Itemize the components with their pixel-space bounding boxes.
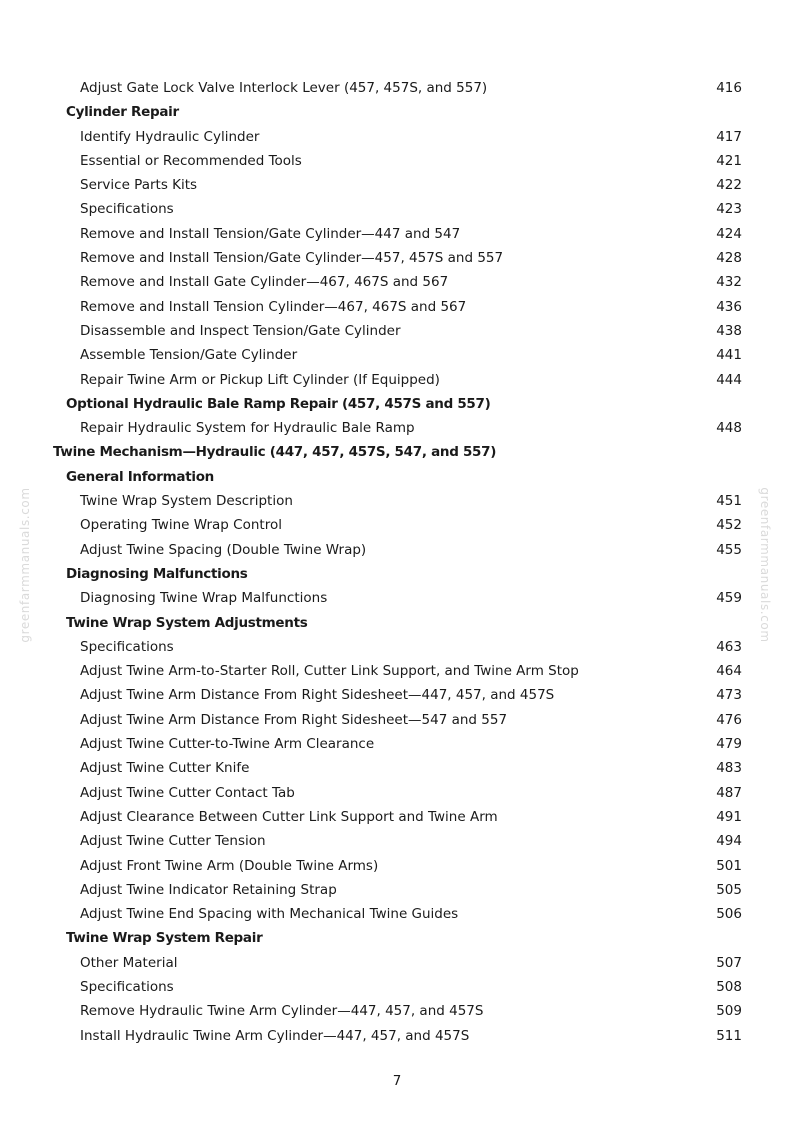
toc-entry-title: Other Material (80, 954, 178, 971)
toc-entry-title: Twine Wrap System Repair (66, 930, 263, 947)
toc-entry-title: Remove and Install Tension/Gate Cylinder—457, 457S and 557 (80, 250, 504, 267)
toc-entry-title: Repair Twine Arm or Pickup Lift Cylinder (If Equipped) (80, 371, 440, 388)
watermark-left: greenfarmmanuals.com (18, 487, 32, 643)
toc-entry[interactable] (0, 270, 794, 294)
toc-section-heading[interactable] (0, 611, 794, 635)
toc-entry[interactable] (0, 829, 794, 853)
toc-entry-title: Adjust Twine Indicator Retaining Strap (80, 881, 337, 898)
toc-entry-title: General Information (66, 468, 214, 485)
toc-section-heading[interactable] (0, 926, 794, 950)
toc-entry-page: 476 (716, 711, 742, 728)
toc-entry-title: Twine Mechanism—Hydraulic (447, 457, 457S, 547, and 557) (53, 444, 497, 461)
toc-entry-title: Adjust Gate Lock Valve Interlock Lever (457, 457S, and 557) (80, 80, 488, 96)
toc-entry[interactable] (0, 489, 794, 513)
toc-entry-title: Adjust Twine Cutter Knife (80, 760, 250, 777)
toc-entry-title: Remove and Install Tension Cylinder—467, 467S and 567 (80, 298, 467, 315)
toc-entry-title: Adjust Twine Arm-to-Starter Roll, Cutter Link Support, and Twine Arm Stop (80, 663, 579, 680)
toc-entry[interactable] (0, 513, 794, 537)
toc-entry-page: 432 (716, 274, 742, 291)
toc-entry-title: Adjust Twine Cutter Contact Tab (80, 784, 295, 801)
toc-entry-page: 417 (716, 128, 742, 145)
toc-entry[interactable] (0, 999, 794, 1023)
toc-entry-title: Essential or Recommended Tools (80, 152, 302, 169)
toc-entry-page: 422 (716, 177, 742, 194)
toc-chapter-heading[interactable] (0, 440, 794, 464)
toc-entry-title: Diagnosing Twine Wrap Malfunctions (80, 590, 328, 607)
toc-entry-page: 452 (716, 517, 742, 534)
toc-entry[interactable] (0, 878, 794, 902)
toc-entry-page: 494 (716, 833, 742, 850)
toc-entry[interactable] (0, 708, 794, 732)
toc-entry[interactable] (0, 781, 794, 805)
toc-entry-title: Adjust Twine End Spacing with Mechanical Twine Guides (80, 906, 459, 923)
toc-entry-title: Install Hydraulic Twine Arm Cylinder—447, 457, and 457S (80, 1027, 470, 1044)
toc-entry-page: 428 (716, 250, 742, 267)
toc-entry[interactable] (0, 173, 794, 197)
toc-entry[interactable] (0, 538, 794, 562)
toc-entry-page: 438 (716, 322, 742, 339)
toc-entry[interactable] (0, 319, 794, 343)
toc-entry[interactable] (0, 805, 794, 829)
page-number: 7 (392, 1073, 402, 1089)
toc-entry[interactable] (0, 732, 794, 756)
toc-entry-page: 491 (716, 808, 742, 825)
toc-entry[interactable] (0, 756, 794, 780)
toc-entry-title: Specifications (80, 201, 174, 218)
toc-section-heading[interactable] (0, 392, 794, 416)
toc-entry-title: Adjust Twine Spacing (Double Twine Wrap) (80, 541, 367, 558)
toc-entry-title: Adjust Twine Arm Distance From Right Sidesheet—547 and 557 (80, 711, 508, 728)
toc-entry[interactable] (0, 416, 794, 440)
toc-entry-title: Cylinder Repair (66, 104, 179, 121)
toc-entry-page: 487 (716, 784, 742, 801)
toc-entry-page: 436 (716, 298, 742, 315)
toc-entry[interactable] (0, 222, 794, 246)
toc-entry-page: 473 (716, 687, 742, 704)
toc-entry-title: Repair Hydraulic System for Hydraulic Bale Ramp (80, 420, 415, 437)
toc-entry-title: Adjust Front Twine Arm (Double Twine Arms) (80, 857, 379, 874)
toc-entry-page: 424 (716, 225, 742, 242)
toc-entry[interactable] (0, 1024, 794, 1048)
toc-entry[interactable] (0, 975, 794, 999)
toc-section-heading[interactable] (0, 100, 794, 124)
toc-entry-title: Adjust Clearance Between Cutter Link Support and Twine Arm (80, 808, 498, 825)
toc-entry-page: 479 (716, 736, 742, 753)
toc-entry-title: Specifications (80, 638, 174, 655)
toc-entry[interactable] (0, 586, 794, 610)
toc-entry[interactable] (0, 902, 794, 926)
toc-entry-page: 506 (716, 906, 742, 923)
toc-entry-title: Remove and Install Gate Cylinder—467, 467S and 567 (80, 274, 449, 291)
toc-entry-page: 507 (716, 954, 742, 971)
toc-entry[interactable] (0, 659, 794, 683)
toc-entry-page: 509 (716, 1003, 742, 1020)
toc-entry-page: 455 (716, 541, 742, 558)
toc-entry-title: Optional Hydraulic Bale Ramp Repair (457, 457S and 557) (66, 395, 491, 412)
toc-entry-title: Diagnosing Malfunctions (66, 565, 248, 582)
toc-entry[interactable] (0, 246, 794, 270)
toc-entry-title: Service Parts Kits (80, 177, 198, 194)
toc-entry-page: 448 (716, 420, 742, 437)
toc-entry-page: 421 (716, 152, 742, 169)
toc-entry-page: 423 (716, 201, 742, 218)
toc-entry-page: 451 (716, 493, 742, 510)
toc-entry[interactable] (0, 149, 794, 173)
toc-entry-title: Adjust Twine Cutter-to-Twine Arm Clearance (80, 736, 375, 753)
toc-entry[interactable] (0, 76, 794, 100)
toc-entry[interactable] (0, 854, 794, 878)
toc-entry-page: 441 (716, 347, 742, 364)
table-of-contents (0, 76, 794, 1048)
toc-section-heading[interactable] (0, 562, 794, 586)
toc-entry[interactable] (0, 343, 794, 367)
toc-entry[interactable] (0, 197, 794, 221)
toc-entry-page: 464 (716, 663, 742, 680)
toc-entry[interactable] (0, 368, 794, 392)
toc-entry-page: 459 (716, 590, 742, 607)
toc-entry-page: 444 (716, 371, 742, 388)
toc-entry-title: Identify Hydraulic Cylinder (80, 128, 260, 145)
toc-entry[interactable] (0, 635, 794, 659)
toc-section-heading[interactable] (0, 465, 794, 489)
toc-entry-title: Adjust Twine Cutter Tension (80, 833, 266, 850)
toc-entry-page: 483 (716, 760, 742, 777)
watermark-right: greenfarmmanuals.com (758, 487, 772, 643)
toc-entry-title: Remove and Install Tension/Gate Cylinder—447 and 547 (80, 225, 461, 242)
toc-entry-page: 505 (716, 881, 742, 898)
toc-entry-title: Adjust Twine Arm Distance From Right Sidesheet—447, 457, and 457S (80, 687, 555, 704)
toc-entry-page: 508 (716, 978, 742, 995)
toc-entry-title: Twine Wrap System Adjustments (66, 614, 308, 631)
toc-entry-page: 463 (716, 638, 742, 655)
toc-entry-title: Remove Hydraulic Twine Arm Cylinder—447, 457, and 457S (80, 1003, 484, 1020)
toc-entry-page: 511 (716, 1027, 742, 1044)
toc-entry[interactable] (0, 125, 794, 149)
toc-entry[interactable] (0, 295, 794, 319)
toc-entry-page: 416 (716, 80, 742, 96)
toc-entry-title: Disassemble and Inspect Tension/Gate Cylinder (80, 322, 401, 339)
toc-entry-title: Specifications (80, 978, 174, 995)
toc-entry[interactable] (0, 683, 794, 707)
toc-entry-title: Operating Twine Wrap Control (80, 517, 282, 534)
toc-entry-page: 501 (716, 857, 742, 874)
toc-entry-title: Assemble Tension/Gate Cylinder (80, 347, 298, 364)
toc-entry-title: Twine Wrap System Description (80, 493, 293, 510)
toc-entry[interactable] (0, 951, 794, 975)
